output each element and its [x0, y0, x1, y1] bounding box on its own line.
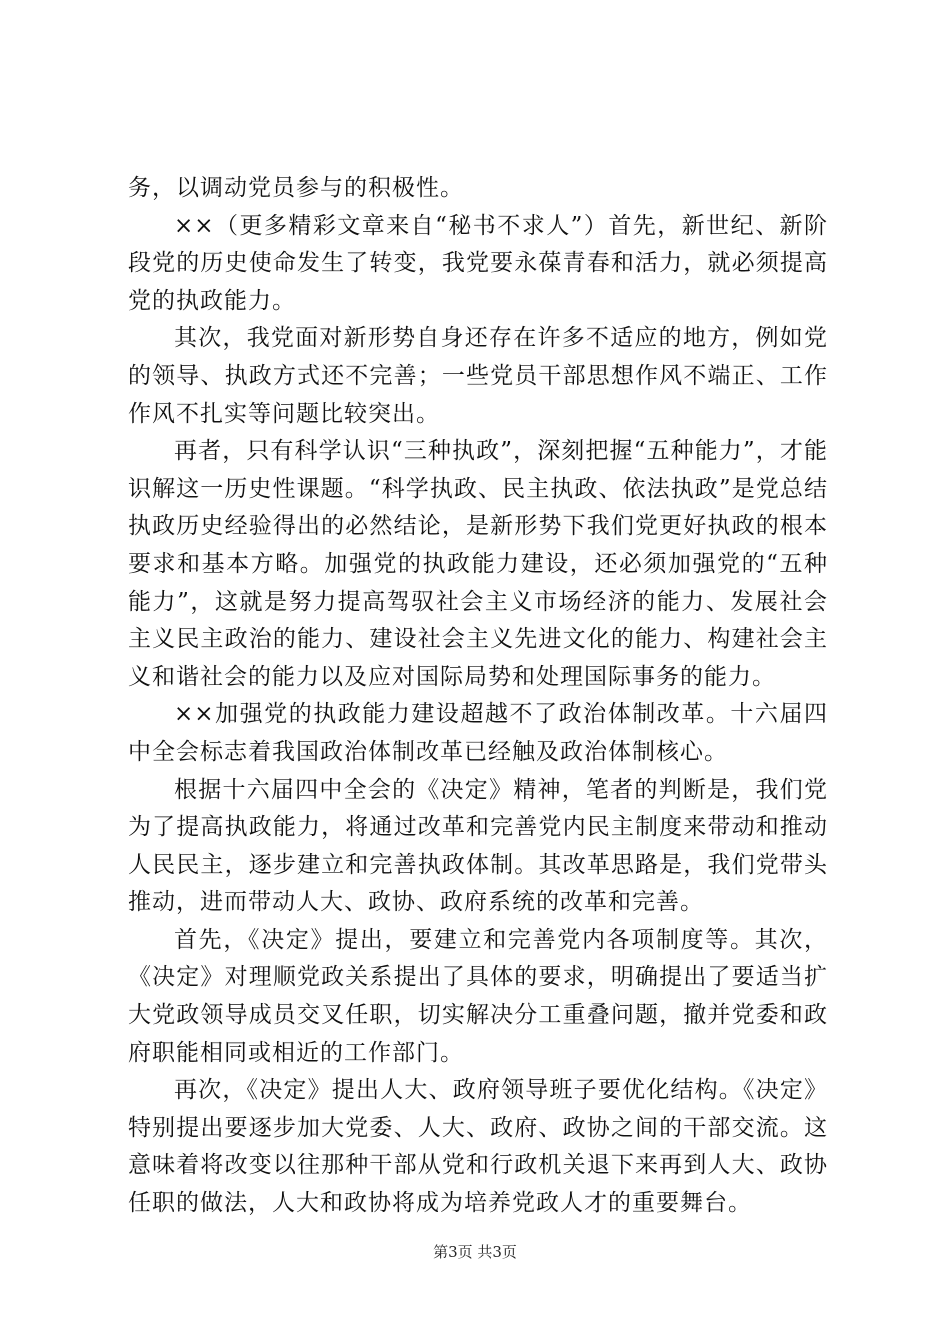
- paragraph-1: 务，以调动党员参与的积极性。: [128, 175, 464, 201]
- paragraph-7: 首先，《决定》提出，要建立和完善党内各项制度等。其次，《决定》对理顺党政关系提出了具体的要求，明确提出了要适当扩大党政领导成员交叉任职，切实解决分工重叠问题，撤并党委和政府职能相同或相近的工作部门。: [128, 926, 828, 1066]
- page-number: 第3页 共3页: [433, 1243, 517, 1261]
- paragraph-2: ××（更多精彩文章来自“秘书不求人”）首先，新世纪、新阶段党的历史使命发生了转变，我党要永葆青春和活力，就必须提高党的执政能力。: [128, 212, 828, 314]
- paragraph-8: 再次，《决定》提出人大、政府领导班子要优化结构。《决定》特别提出要逐步加大党委、人大、政府、政协之间的干部交流。这意味着将改变以往那种干部从党和行政机关退下来再到人大、政协任职的做法，人大和政协将成为培养党政人才的重要舞台。: [128, 1077, 828, 1217]
- paragraph-6: 根据十六届四中全会的《决定》精神，笔者的判断是，我们党为了提高执政能力，将通过改革和完善党内民主制度来带动和推动人民民主，逐步建立和完善执政体制。其改革思路是，我们党带头推动，进而带动人大、政协、政府系统的改革和完善。: [128, 776, 828, 916]
- paragraph-3: 其次，我党面对新形势自身还存在许多不适应的地方，例如党的领导、执政方式还不完善；一些党员干部思想作风不端正、工作作风不扎实等问题比较突出。: [128, 325, 828, 427]
- document-body: [128, 170, 828, 1223]
- paragraph-5: ××加强党的执政能力建设超越不了政治体制改革。十六届四中全会标志着我国政治体制改革已经触及政治体制核心。: [128, 701, 828, 765]
- paragraph-4: 再者，只有科学认识“三种执政”，深刻把握“五种能力”，才能识解这一历史性课题。“科学执政、民主执政、依法执政”是党总结执政历史经验得出的必然结论，是新形势下我们党更好执政的根本要求和基本方略。加强党的执政能力建设，还必须加强党的“五种能力”，这就是努力提高驾驭社会主义市场经济的能力、发展社会主义民主政治的能力、建设社会主义先进文化的能力、构建社会主义和谐社会的能力以及应对国际局势和处理国际事务的能力。: [128, 438, 828, 690]
- page-footer: [0, 1242, 950, 1262]
